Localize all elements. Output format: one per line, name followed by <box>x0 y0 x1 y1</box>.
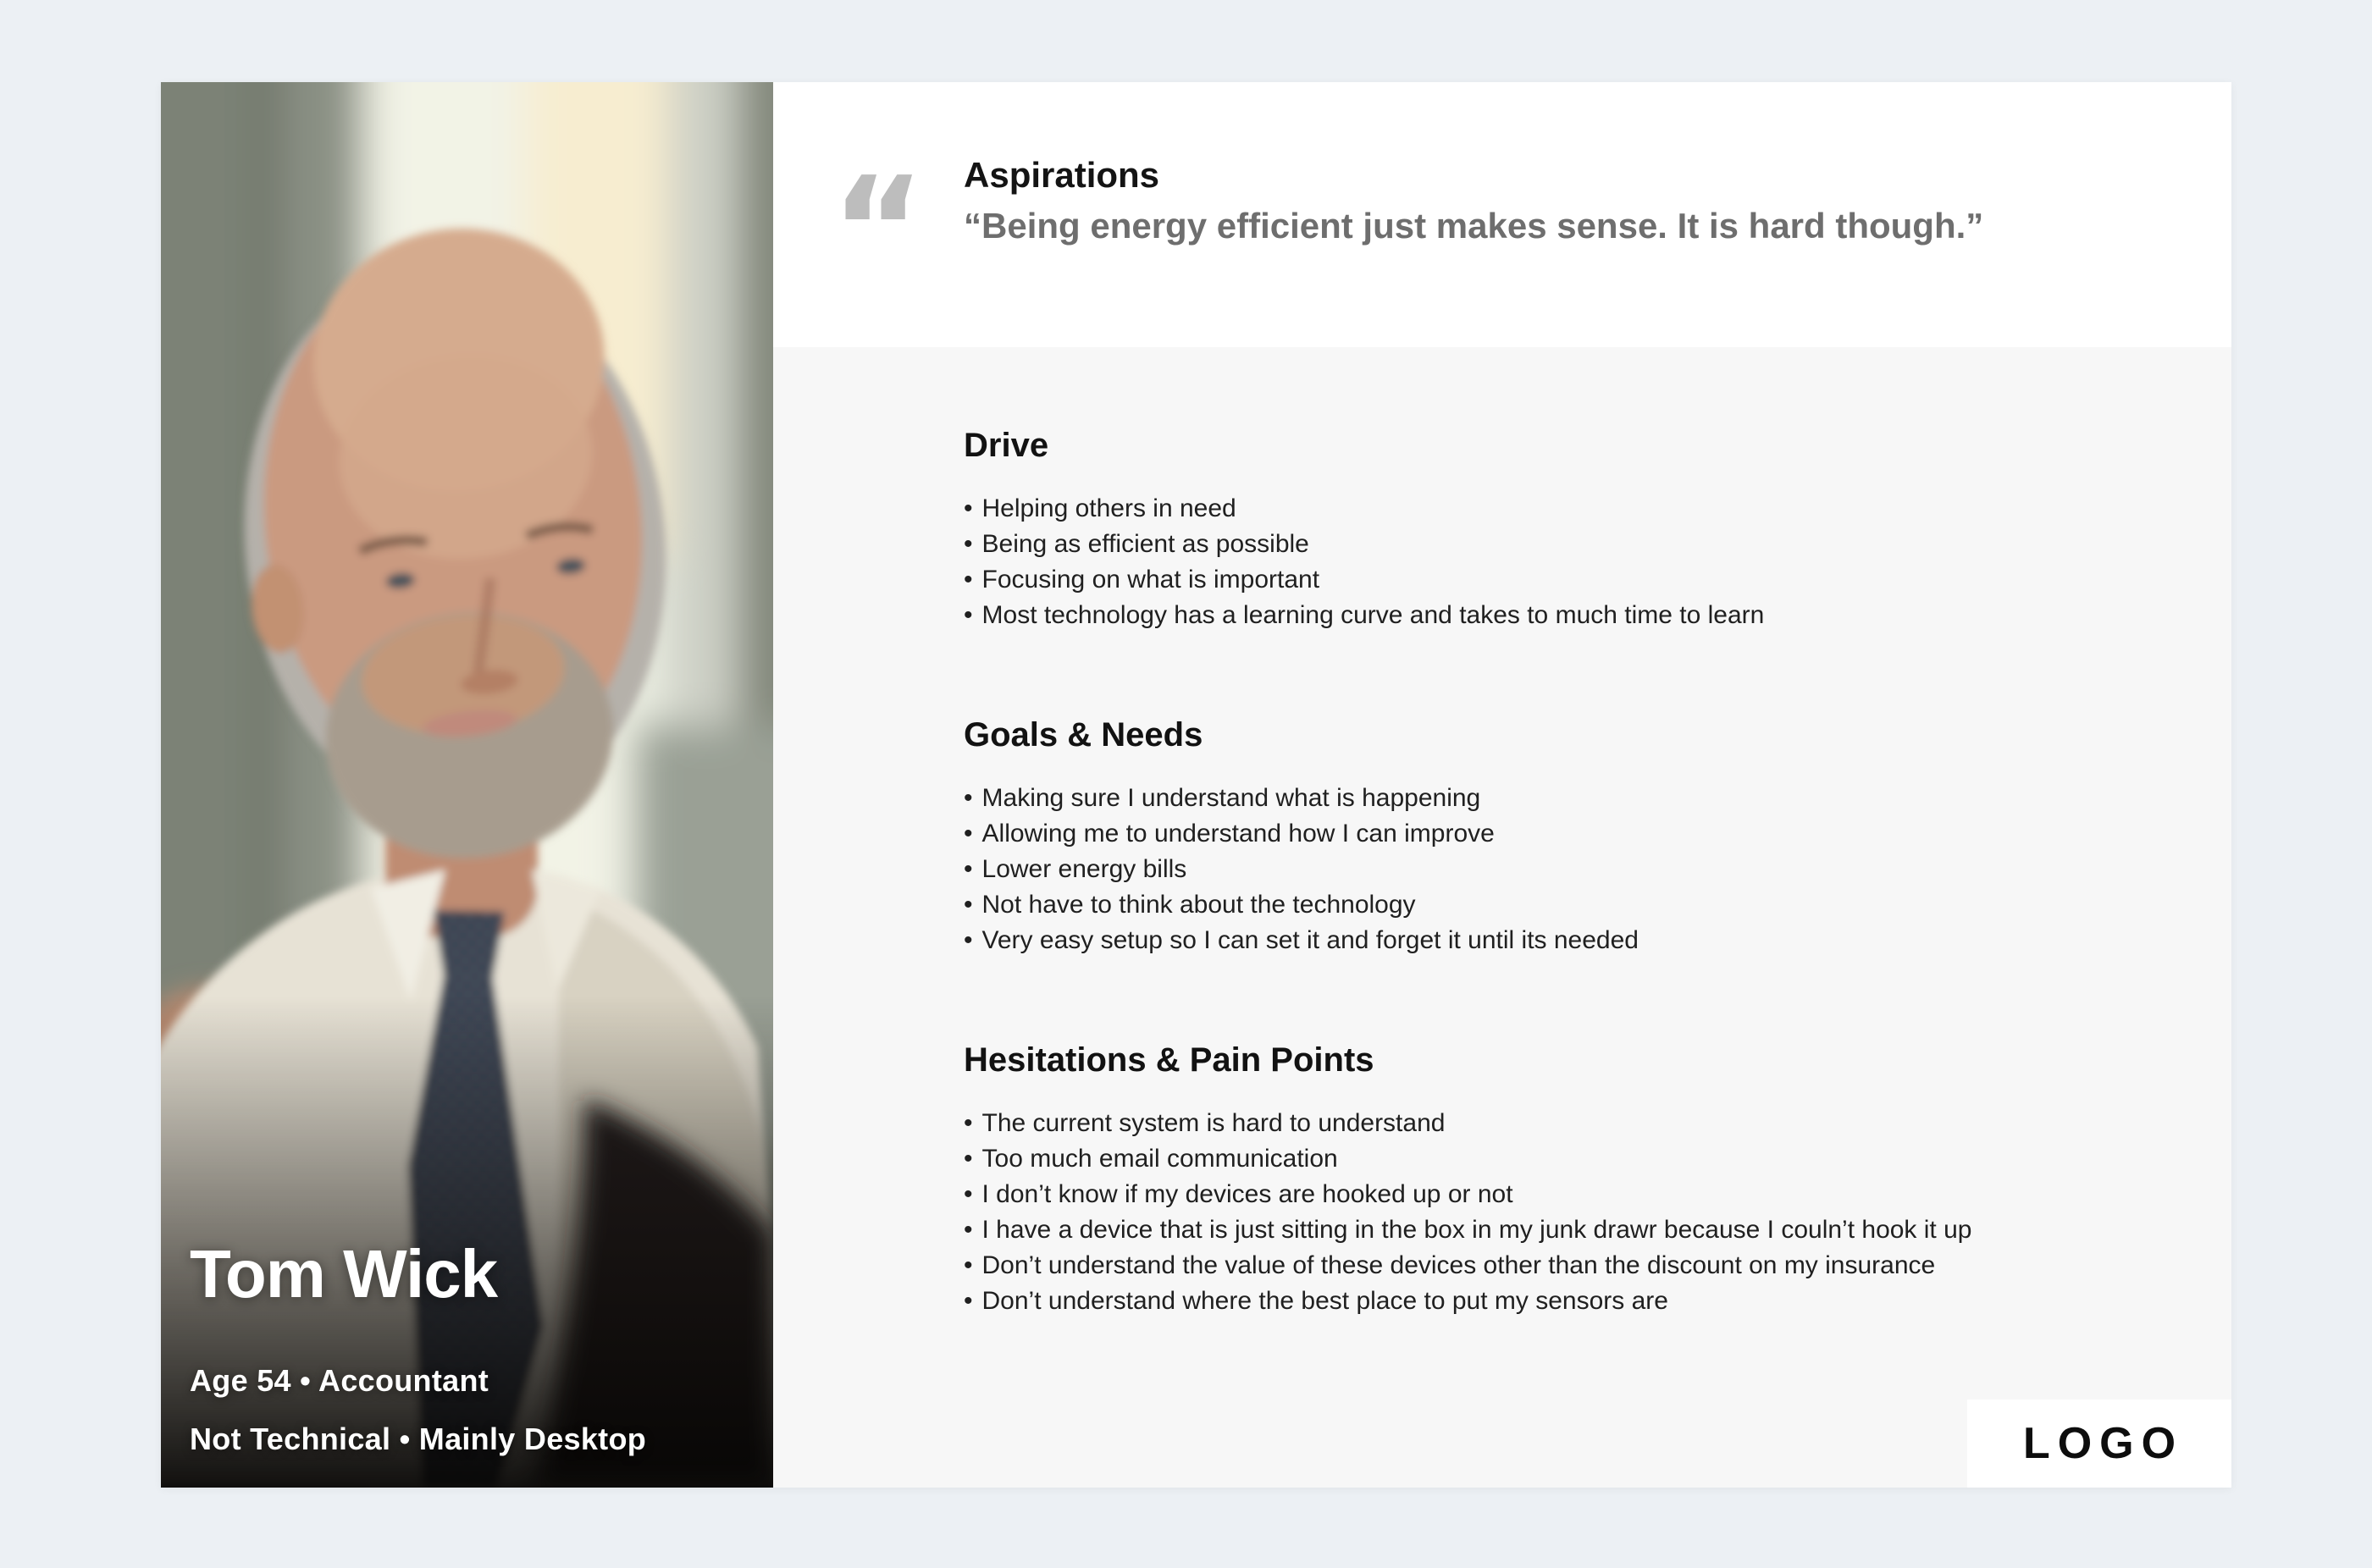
bullet-text: Most technology has a learning curve and takes to much time to learn <box>981 601 1765 629</box>
bullet-marker: • <box>964 891 973 919</box>
bullet-item <box>964 816 2181 852</box>
bullet-marker: • <box>964 1216 973 1244</box>
persona-photo <box>161 82 773 1488</box>
persona-details-panel <box>773 82 2231 1488</box>
bullet-marker: • <box>964 820 973 847</box>
persona-name: Tom Wick <box>190 1236 498 1311</box>
bullet-item <box>964 491 2181 527</box>
bullet-marker: • <box>964 926 973 954</box>
bullet-item <box>964 598 2181 633</box>
section-hesitations-list <box>964 1106 2181 1319</box>
bullet-item <box>964 1284 2181 1319</box>
open-quote-icon: “ <box>831 146 926 314</box>
section-goals-needs <box>964 715 2181 958</box>
bullet-text: The current system is hard to understand <box>981 1109 1446 1137</box>
bullet-text: Lower energy bills <box>981 855 1187 883</box>
bullet-text: Don’t understand where the best place to put my sensors are <box>981 1287 1668 1315</box>
bullet-item <box>964 1106 2181 1141</box>
bullet-text: Helping others in need <box>981 494 1236 522</box>
bullet-marker: • <box>964 855 973 883</box>
bullet-text: Allowing me to understand how I can improve <box>981 820 1495 847</box>
section-goals-needs-heading: Goals & Needs <box>964 716 1203 754</box>
bullet-text: I have a device that is just sitting in the box in my junk drawr because I couln’t hook it up <box>981 1216 1972 1244</box>
bullet-text: Not have to think about the technology <box>981 891 1416 919</box>
aspirations-section <box>773 82 2231 347</box>
bullet-item <box>964 923 2181 958</box>
persona-meta-age-occupation: Age 54 • Accountant <box>190 1363 489 1398</box>
aspirations-heading: Aspirations <box>964 155 1160 195</box>
bullet-item <box>964 781 2181 816</box>
bullet-item <box>964 1177 2181 1212</box>
logo <box>1967 1400 2231 1488</box>
section-hesitations-pain-points <box>964 1040 2181 1319</box>
bullet-marker: • <box>964 1287 973 1315</box>
bullet-text: Very easy setup so I can set it and forget it until its needed <box>981 926 1639 954</box>
logo-text: LOGO <box>2022 1419 2184 1468</box>
section-hesitations-heading: Hesitations & Pain Points <box>964 1041 1374 1079</box>
bullet-text: Making sure I understand what is happening <box>981 784 1481 812</box>
bullet-item <box>964 562 2181 598</box>
bullet-marker: • <box>964 530 973 558</box>
bullet-marker: • <box>964 1180 973 1208</box>
bullet-text: Too much email communication <box>981 1145 1338 1173</box>
bullet-marker: • <box>964 601 973 629</box>
bullet-marker: • <box>964 1251 973 1279</box>
bullet-item <box>964 1141 2181 1177</box>
bullet-marker: • <box>964 784 973 812</box>
persona-identity <box>190 1236 647 1457</box>
bullet-item <box>964 527 2181 562</box>
bullet-text: Don’t understand the value of these devices other than the discount on my insurance <box>981 1251 1936 1279</box>
bullet-text: Being as efficient as possible <box>981 530 1309 558</box>
bullet-item <box>964 852 2181 887</box>
persona-card <box>161 82 2231 1488</box>
aspirations-quote: “Being energy efficient just makes sense. It is hard though.” <box>964 206 1984 246</box>
bullet-marker: • <box>964 1109 973 1137</box>
bullet-item <box>964 887 2181 923</box>
bullet-marker: • <box>964 494 973 522</box>
bullet-text: I don’t know if my devices are hooked up or not <box>981 1180 1513 1208</box>
bullet-item <box>964 1248 2181 1284</box>
bullet-marker: • <box>964 1145 973 1173</box>
section-drive-heading: Drive <box>964 427 1049 464</box>
persona-meta-tech-device: Not Technical • Mainly Desktop <box>190 1422 647 1456</box>
section-goals-needs-list <box>964 781 2181 958</box>
section-drive-list <box>964 491 2181 633</box>
persona-sections <box>773 347 2231 1488</box>
bullet-text: Focusing on what is important <box>981 566 1320 594</box>
section-drive <box>964 425 2181 633</box>
bullet-item <box>964 1212 2181 1248</box>
bullet-marker: • <box>964 566 973 594</box>
